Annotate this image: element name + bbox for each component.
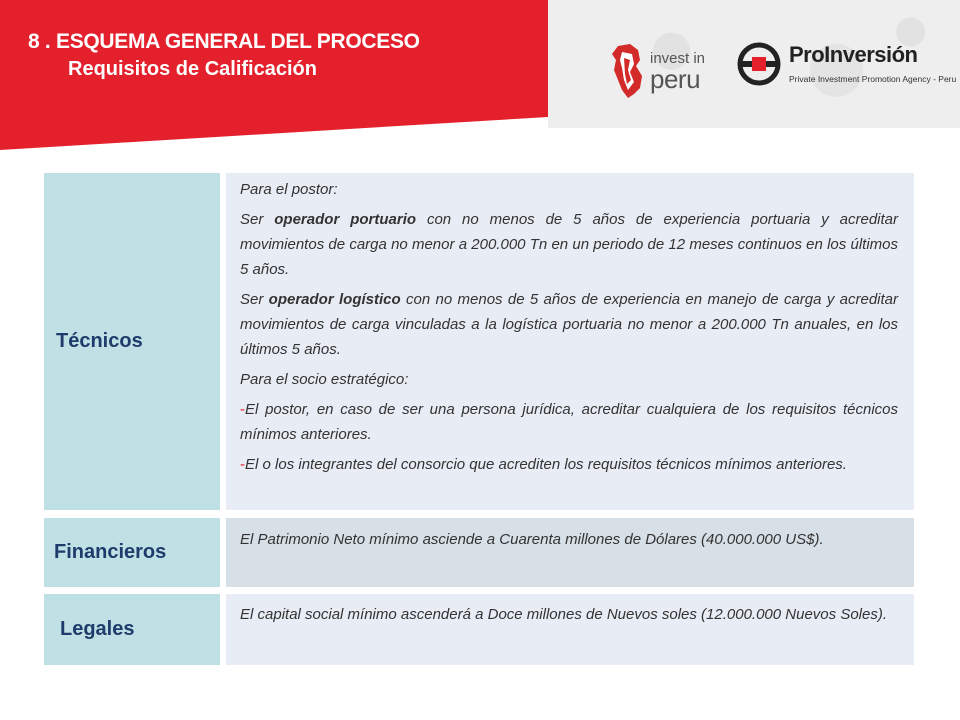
invest-in-text: invest in xyxy=(650,49,706,67)
operador-logistico-paragraph: Ser operador logístico con no menos de 5 años de experiencia en manejo de carga y acreditar movimientos de carga vinculadas a la logística portuaria no menor a 200.000 Tn anuales, en los últimos 5 años. xyxy=(240,291,898,358)
proinversion-emblem-icon xyxy=(737,42,781,86)
postor-heading: Para el postor: xyxy=(240,181,338,198)
proinversion-tagline: Private Investment Promotion Agency - Peru xyxy=(789,74,957,84)
page-subtitle: Requisitos de Calificación xyxy=(68,58,317,80)
tecnicos-content xyxy=(226,173,914,510)
tecnicos-label: Técnicos xyxy=(44,173,220,510)
financieros-label: Financieros xyxy=(44,518,220,587)
socio-bullet-1: -El postor, en caso de ser una persona jurídica, acreditar cualquiera de los requisitos técnicos mínimos anteriores. xyxy=(240,401,898,443)
page-title: 8 . ESQUEMA GENERAL DEL PROCESO xyxy=(28,30,420,53)
socio-bullet-2: -El o los integrantes del consorcio que acrediten los requisitos técnicos mínimos anteriores. xyxy=(240,456,847,473)
socio-heading: Para el socio estratégico: xyxy=(240,371,409,388)
invest-in-peru-logo xyxy=(610,40,720,102)
proinversion-name: ProInversión xyxy=(789,42,918,67)
financieros-text: El Patrimonio Neto mínimo asciende a Cuarenta millones de Dólares (40.000.000 US$). xyxy=(240,531,824,548)
operador-portuario-term: operador portuario xyxy=(274,211,417,228)
bullet-dash: - xyxy=(240,456,245,473)
invest-peru-text: peru xyxy=(650,63,701,94)
financieros-content xyxy=(226,518,914,587)
legales-label: Legales xyxy=(44,594,220,665)
legales-text: El capital social mínimo ascenderá a Doce millones de Nuevos soles (12.000.000 Nuevos Soles). xyxy=(240,606,887,623)
operador-portuario-paragraph: Ser operador portuario con no menos de 5 años de experiencia portuaria y acreditar movimientos de carga no menor a 200.000 Tn en un periodo de 12 meses continuos en los últimos 5 años. xyxy=(240,211,899,278)
operador-logistico-term: operador logístico xyxy=(268,291,401,308)
legales-content xyxy=(226,594,914,665)
proinversion-logo xyxy=(737,40,957,100)
peru-map-icon xyxy=(610,42,644,100)
bullet-dash: - xyxy=(240,401,245,418)
